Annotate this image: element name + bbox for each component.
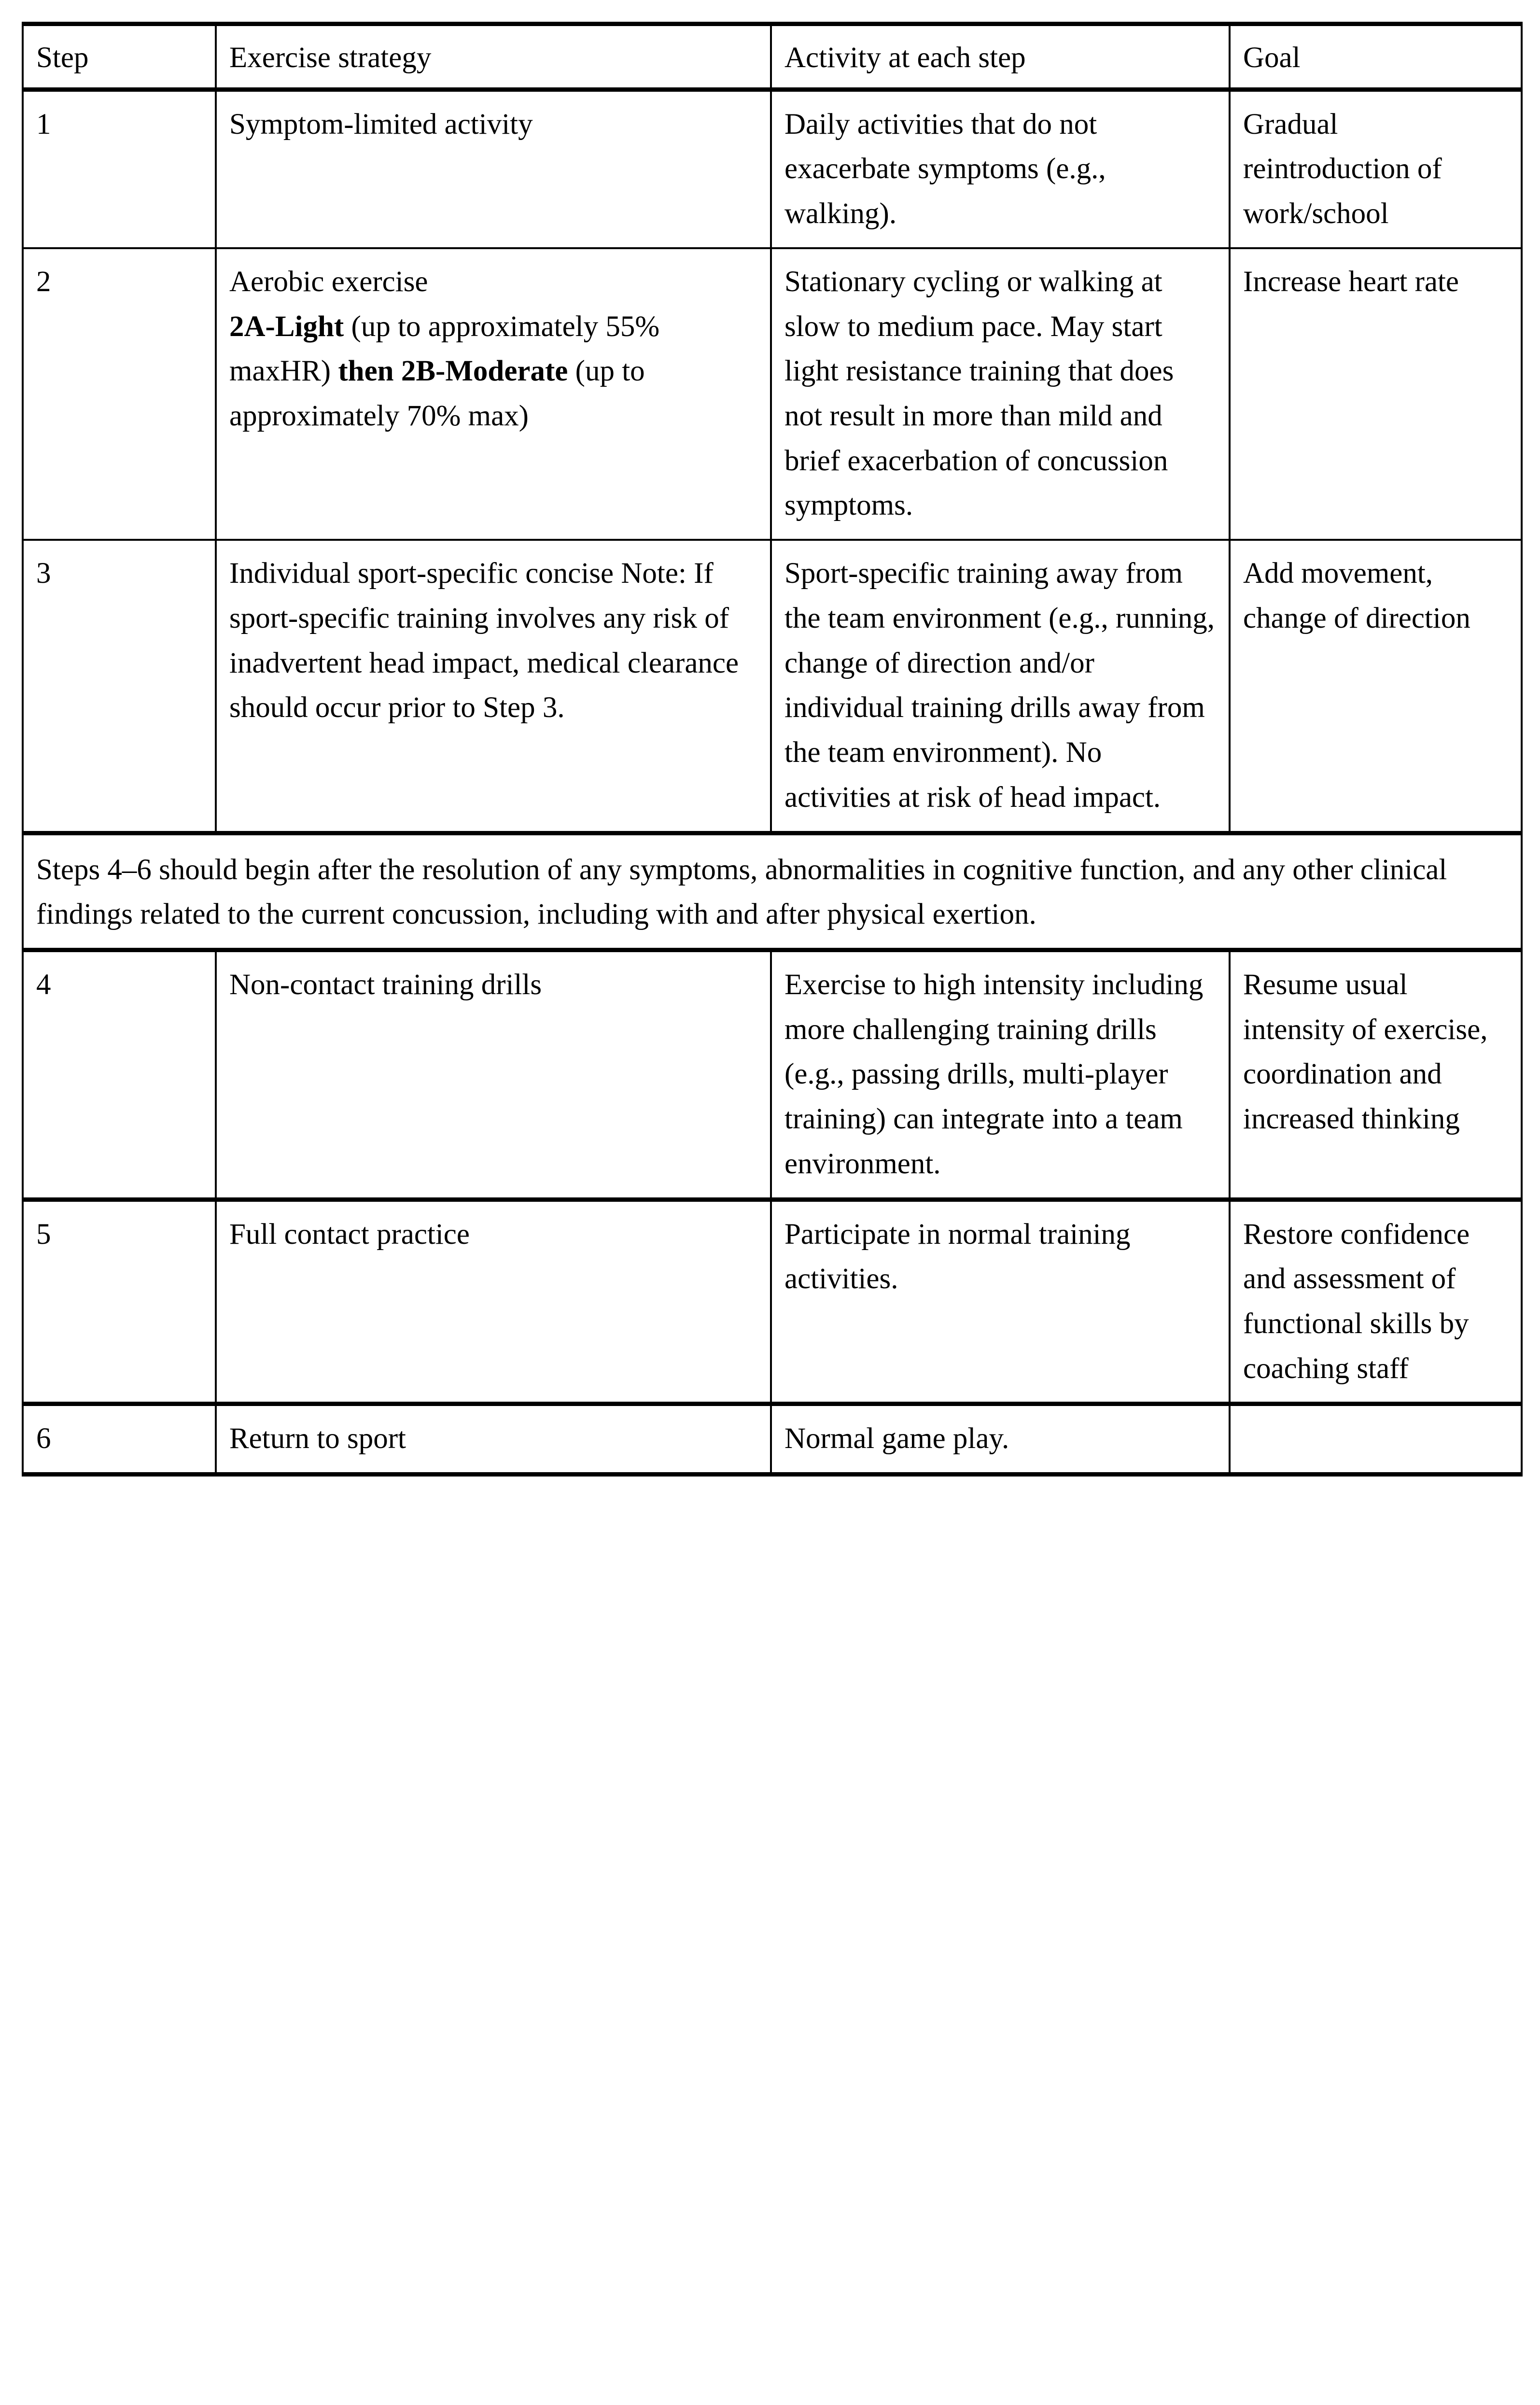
- cell-step-1-activity: Daily activities that do not exacerbate symptoms (e.g., walking).: [771, 89, 1230, 248]
- cell-step-1-strategy: Symptom-limited activity: [216, 89, 771, 248]
- cell-step-5-goal: Restore confidence and assessment of functional skills by coaching staff: [1230, 1199, 1522, 1404]
- strategy-intensity-detail: [229, 305, 756, 439]
- strategy-title-aerobic: Aerobic exercise: [229, 265, 428, 298]
- cell-step-4-goal: Resume usual intensity of exercise, coordination and increased thinking: [1230, 950, 1522, 1199]
- cell-step-1-number: 1: [23, 89, 216, 248]
- table-row-step-1: [23, 89, 1522, 248]
- return-to-sport-protocol-table: [22, 22, 1523, 1477]
- cell-step-5-strategy: Full contact practice: [216, 1199, 771, 1404]
- strategy-run-3: [394, 355, 401, 387]
- strategy-run-5: (up to approximately 70% max): [229, 355, 645, 433]
- table-row-steps-4-6-note: [23, 833, 1522, 950]
- cell-step-2-number: 2: [23, 248, 216, 540]
- strategy-run-0: 2A-Light: [229, 310, 344, 343]
- table-row-step-2: [23, 248, 1522, 540]
- cell-step-6-strategy: Return to sport: [216, 1404, 771, 1475]
- cell-step-6-goal: [1230, 1404, 1522, 1475]
- cell-step-3-strategy: Individual sport-specific concise Note: If sport-specific training involves any risk of inadvertent head impact, medical clearance should occur prior to Step 3.: [216, 540, 771, 833]
- column-header-step: Step: [23, 24, 216, 90]
- strategy-run-4: 2B-Moderate: [401, 355, 568, 388]
- cell-step-2-activity: Stationary cycling or walking at slow to medium pace. May start light resistance training that does not result in more than mild and brief exacerbation of concussion symptoms.: [771, 248, 1230, 540]
- cell-step-5-number: 5: [23, 1199, 216, 1404]
- cell-step-6-number: 6: [23, 1404, 216, 1475]
- cell-step-4-activity: Exercise to high intensity including more challenging training drills (e.g., passing drills, multi-player training) can integrate into a team environment.: [771, 950, 1230, 1199]
- cell-step-2-goal: Increase heart rate: [1230, 248, 1522, 540]
- strategy-run-2: then: [338, 355, 394, 388]
- column-header-activity: Activity at each step: [771, 24, 1230, 90]
- table-row-step-5: [23, 1199, 1522, 1404]
- steps-4-6-note-text: Steps 4–6 should begin after the resolution of any symptoms, abnormalities in cognitive function, and any other clinical findings related to the current concussion, including with and after physical exertion.: [23, 833, 1522, 950]
- table-row-step-3: [23, 540, 1522, 833]
- column-header-goal: Goal: [1230, 24, 1522, 90]
- strategy-run-1: (up to approximately 55% maxHR): [229, 310, 660, 388]
- column-header-strategy: Exercise strategy: [216, 24, 771, 90]
- cell-step-3-goal: Add movement, change of direction: [1230, 540, 1522, 833]
- cell-step-3-activity: Sport-specific training away from the team environment (e.g., running, change of direction and/or individual training drills away from the team environment). No activities at risk of head impact.: [771, 540, 1230, 833]
- cell-step-4-strategy: Non-contact training drills: [216, 950, 771, 1199]
- cell-step-6-activity: Normal game play.: [771, 1404, 1230, 1475]
- cell-step-2-strategy: [216, 248, 771, 540]
- table-row-step-6: [23, 1404, 1522, 1475]
- cell-step-1-goal: Gradual reintroduction of work/school: [1230, 89, 1522, 248]
- cell-step-3-number: 3: [23, 540, 216, 833]
- table-row-step-4: [23, 950, 1522, 1199]
- cell-step-5-activity: Participate in normal training activities.: [771, 1199, 1230, 1404]
- cell-step-4-number: 4: [23, 950, 216, 1199]
- table-header-row: [23, 24, 1522, 90]
